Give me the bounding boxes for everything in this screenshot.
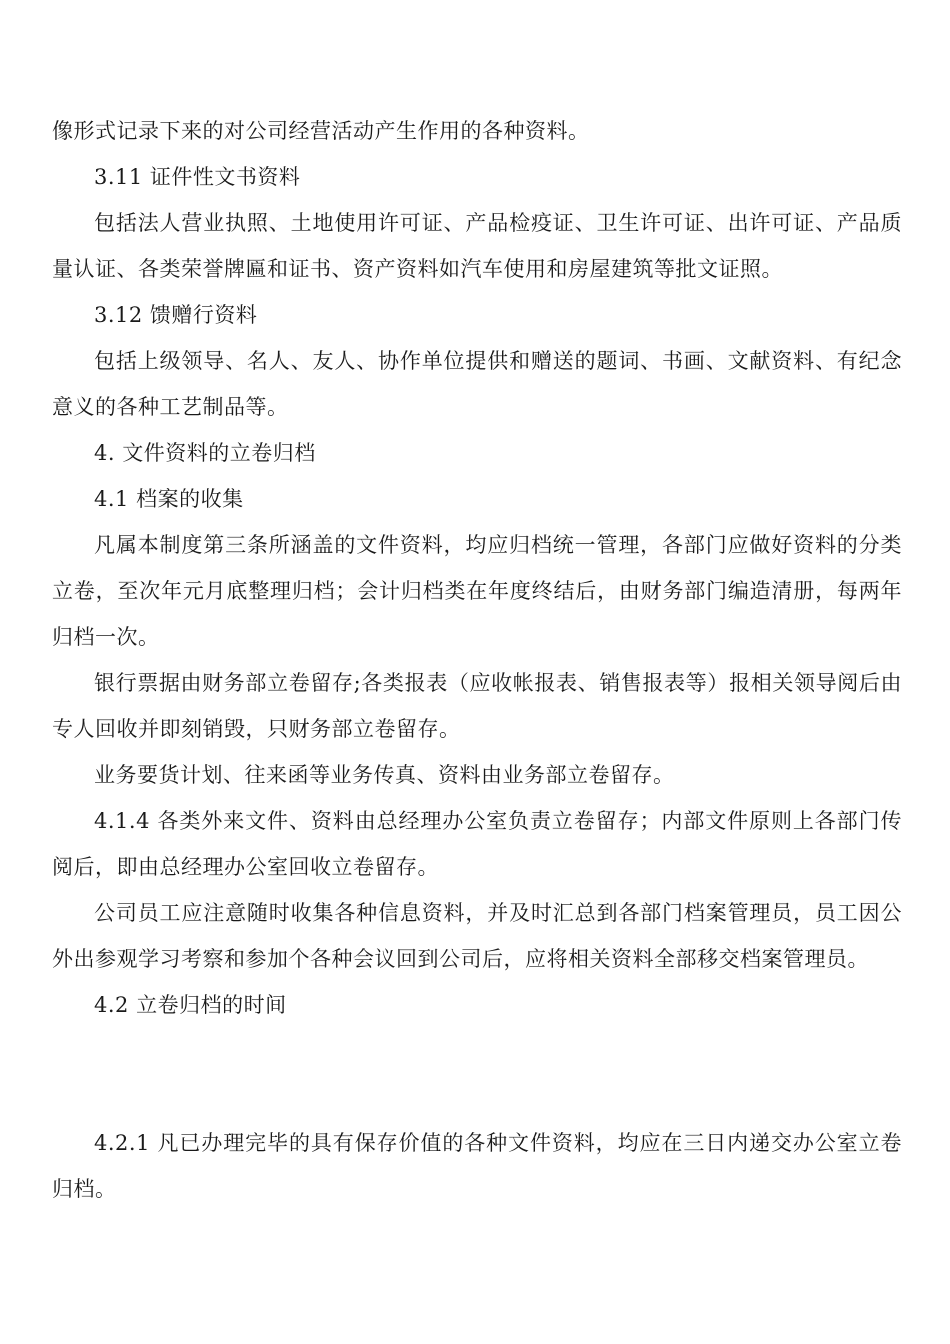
paragraph-archive-time: 4.2.1 凡已办理完毕的具有保存价值的各种文件资料，均应在三日内递交办公室立卷归档。	[52, 1131, 902, 1201]
document-page	[52, 108, 902, 1212]
paragraph-continuation: 像形式记录下来的对公司经营活动产生作用的各种资料。	[52, 119, 590, 143]
paragraph-gifts: 包括上级领导、名人、友人、协作单位提供和赠送的题词、书画、文献资料、有纪念意义的各种工艺制品等。	[52, 349, 902, 419]
paragraph-employee-collection: 公司员工应注意随时收集各种信息资料，并及时汇总到各部门档案管理员，员工因公外出参观学习考察和参加个各种会议回到公司后，应将相关资料全部移交档案管理员。	[52, 901, 902, 971]
paragraph-bank-notes: 银行票据由财务部立卷留存;各类报表（应收帐报表、销售报表等）报相关领导阅后由专人回收并即刻销毁，只财务部立卷留存。	[52, 671, 902, 741]
section-heading-4: 4. 文件资料的立卷归档	[94, 441, 316, 465]
paragraph-business-fax: 业务要货计划、往来函等业务传真、资料由业务部立卷留存。	[94, 763, 675, 787]
paragraph-collection-rules: 凡属本制度第三条所涵盖的文件资料，均应归档统一管理，各部门应做好资料的分类立卷，至次年元月底整理归档；会计归档类在年度终结后，由财务部门编造清册，每两年归档一次。	[52, 533, 902, 649]
section-heading-4-2: 4.2 立卷归档的时间	[94, 993, 287, 1017]
section-heading-3-12: 3.12 馈赠行资料	[94, 303, 258, 327]
paragraph-external-files: 4.1.4 各类外来文件、资料由总经理办公室负责立卷留存；内部文件原则上各部门传阅后，即由总经理办公室回收立卷留存。	[52, 809, 902, 879]
blank-gap	[52, 1028, 902, 1120]
section-heading-4-1: 4.1 档案的收集	[94, 487, 244, 511]
section-heading-3-11: 3.11 证件性文书资料	[94, 165, 301, 189]
paragraph-certificates: 包括法人营业执照、土地使用许可证、产品检疫证、卫生许可证、出许可证、产品质量认证、各类荣誉牌匾和证书、资产资料如汽车使用和房屋建筑等批文证照。	[52, 211, 902, 281]
